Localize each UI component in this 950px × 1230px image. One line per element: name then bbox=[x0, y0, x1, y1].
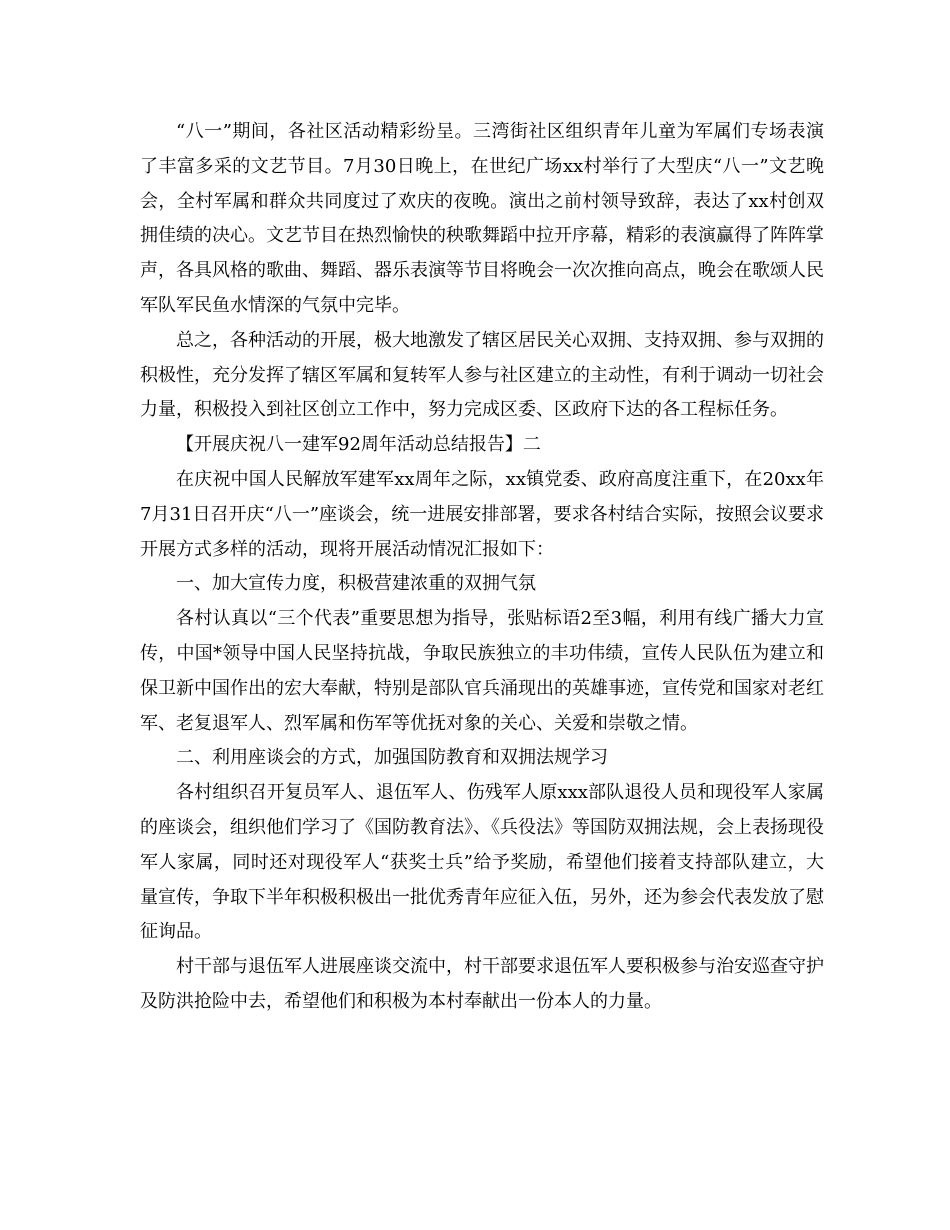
paragraph-report-intro: 在庆祝中国人民解放军建军xx周年之际，xx镇党委、政府高度注重下，在20xx年7月31日召开庆“八一”座谈会，统一进展安排部署，要求各村结合实际，按照会议要求开展方式多样的活动，现将开展活动情况汇报如下： bbox=[140, 468, 824, 560]
paragraph-exchange: 村干部与退伍军人进展座谈交流中，村干部要求退伍军人要积极参与治安巡查守护及防洪抢险中去，希望他们和积极为本村奉献出一份本人的力量。 bbox=[140, 956, 824, 1012]
paragraph-publicity: 各村认真以“三个代表”重要思想为指导，张贴标语2至3幅，利用有线广播大力宣传，中国*领导中国人民坚持抗战，争取民族独立的丰功伟绩，宣传人民队伍为建立和保卫新中国作出的宏大奉献，特别是部队官兵涌现出的英雄事迹，宣传党和国家对老红军、老复退军人、烈军属和伤军等优抚对象的关心、关爱和崇敬之情。 bbox=[140, 608, 824, 734]
paragraph-symposium: 各村组织召开复员军人、退伍军人、伤残军人原xxx部队退役人员和现役军人家属的座谈会，组织他们学习了《国防教育法》、《兵役法》等国防双拥法规，会上表扬现役军人家属，同时还对现役军人“获奖士兵”给予奖励，希望他们接着支持部队建立，大量宣传，争取下半年积极积极出一批优秀青年应征入伍，另外，还为参会代表发放了慰征询品。 bbox=[140, 782, 824, 943]
report-section-title: 【开展庆祝八一建军92周年活动总结报告】二 bbox=[176, 434, 541, 456]
section-heading-symposium: 二、利用座谈会的方式，加强国防教育和双拥法规学习 bbox=[176, 747, 608, 769]
document-body bbox=[140, 115, 824, 1020]
section-heading-publicity: 一、加大宣传力度，积极营建浓重的双拥气氛 bbox=[176, 573, 536, 595]
paragraph-summary: 总之，各种活动的开展，极大地激发了辖区居民关心双拥、支持双拥、参与双拥的积极性，充分发挥了辖区军属和复转军人参与社区建立的主动性，有利于调动一切社会力量，积极投入到社区创立工作中，努力完成区委、区政府下达的各工程标任务。 bbox=[140, 329, 824, 421]
paragraph-evening-gala: “八一”期间，各社区活动精彩纷呈。三湾街社区组织青年儿童为军属们专场表演了丰富多采的文艺节目。7月30日晚上，在世纪广场xx村举行了大型庆“八一”文艺晚会，全村军属和群众共同度过了欢庆的夜晚。演出之前村领导致辞，表达了xx村创双拥佳绩的决心。文艺节目在热烈愉快的秧歌舞蹈中拉开序幕，精彩的表演赢得了阵阵掌声，各具风格的歌曲、舞蹈、器乐表演等节目将晚会一次次推向高点，晚会在歌颂人民军队军民鱼水情深的气氛中完毕。 bbox=[140, 121, 824, 316]
